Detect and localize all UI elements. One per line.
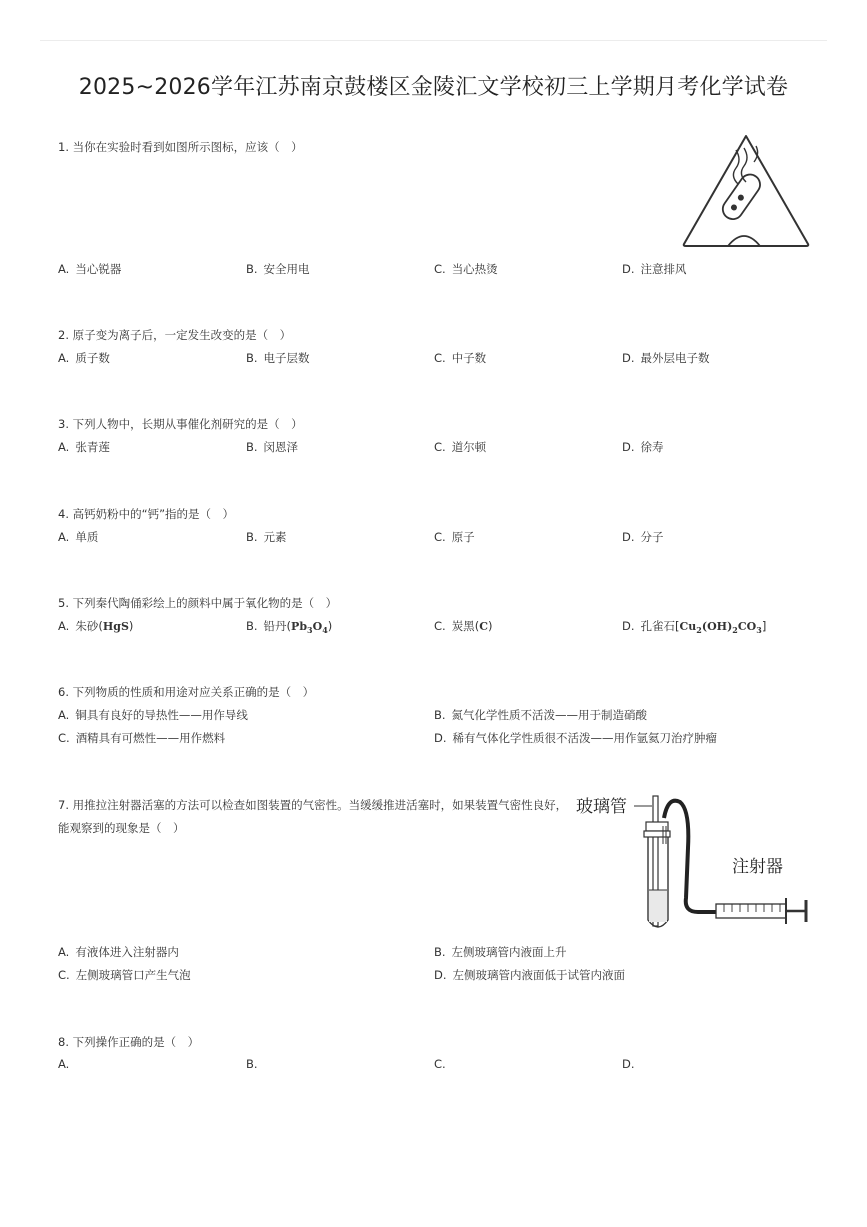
question-1-stem: 1. 当你在实验时看到如图所示图标，应该（ ） bbox=[58, 140, 303, 154]
question-2-stem: 2. 原子变为离子后，一定发生改变的是（ ） bbox=[58, 328, 292, 342]
question-8-option-c[interactable]: C. bbox=[434, 1057, 446, 1071]
question-2-option-d[interactable]: D. 最外层电子数 bbox=[622, 351, 710, 365]
question-8-option-b[interactable]: B. bbox=[246, 1057, 258, 1071]
question-5-stem: 5. 下列秦代陶俑彩绘上的颜料中属于氧化物的是（ ） bbox=[58, 596, 338, 610]
question-2-option-a[interactable]: A. 质子数 bbox=[58, 351, 110, 365]
question-7-stem-line-1: 7. 用推拉注射器活塞的方法可以检查如图装置的气密性。当缓缓推进活塞时，如果装置气密性良好， bbox=[58, 798, 568, 812]
question-7-option-d[interactable]: D. 左侧玻璃管内液面低于试管内液面 bbox=[434, 968, 626, 982]
question-6-option-d[interactable]: D. 稀有气体化学性质很不活泼——用作氩氦刀治疗肿瘤 bbox=[434, 731, 718, 745]
question-4-option-c[interactable]: C. 原子 bbox=[434, 530, 475, 544]
question-2-option-c[interactable]: C. 中子数 bbox=[434, 351, 487, 365]
question-1-option-a[interactable]: A. 当心锐器 bbox=[58, 262, 122, 276]
hot-test-tube-warning-icon bbox=[680, 132, 812, 254]
formula-hgs: HgS bbox=[102, 620, 129, 633]
formula-cu2oh2co3: $Cu_2(OH)_2CO_3$ bbox=[679, 620, 762, 636]
question-3-option-a[interactable]: A. 张青莲 bbox=[58, 440, 110, 454]
airtightness-apparatus-figure bbox=[572, 788, 816, 940]
question-7-option-c[interactable]: C. 左侧玻璃管口产生气泡 bbox=[58, 968, 191, 982]
question-5-option-c[interactable]: C. 炭黑(C) bbox=[434, 619, 493, 633]
question-5-option-d[interactable]: D. 孔雀石$[Cu_2(OH)_2CO_3]$ bbox=[622, 619, 767, 636]
question-6-stem: 6. 下列物质的性质和用途对应关系正确的是（ ） bbox=[58, 685, 315, 699]
question-2-option-b[interactable]: B. 电子层数 bbox=[246, 351, 310, 365]
question-7-option-a[interactable]: A. 有液体进入注射器内 bbox=[58, 945, 179, 959]
question-6-option-b[interactable]: B. 氮气化学性质不活泼——用于制造硝酸 bbox=[434, 708, 648, 722]
formula-pb3o4: $Pb_3O_4$ bbox=[291, 620, 328, 636]
question-4-option-b[interactable]: B. 元素 bbox=[246, 530, 287, 544]
formula-c: C bbox=[479, 620, 488, 633]
question-6-option-c[interactable]: C. 酒精具有可燃性——用作燃料 bbox=[58, 731, 226, 745]
question-3-option-b[interactable]: B. 闵恩泽 bbox=[246, 440, 299, 454]
question-4-option-d[interactable]: D. 分子 bbox=[622, 530, 664, 544]
header-divider bbox=[40, 40, 827, 41]
question-5-option-b[interactable]: B. 铅丹$(Pb_3O_4)$ bbox=[246, 619, 333, 636]
question-8-stem: 8. 下列操作正确的是（ ） bbox=[58, 1035, 200, 1049]
question-1-option-c[interactable]: C. 当心热烫 bbox=[434, 262, 498, 276]
question-5-option-a[interactable]: A. 朱砂(HgS) bbox=[58, 619, 134, 633]
question-1-option-b[interactable]: B. 安全用电 bbox=[246, 262, 310, 276]
question-3-option-d[interactable]: D. 徐寿 bbox=[622, 440, 664, 454]
question-4-option-a[interactable]: A. 单质 bbox=[58, 530, 99, 544]
question-1-option-d[interactable]: D. 注意排风 bbox=[622, 262, 687, 276]
page-title: 2025~2026学年江苏南京鼓楼区金陵汇文学校初三上学期月考化学试卷 bbox=[78, 75, 789, 100]
question-8-option-d[interactable]: D. bbox=[622, 1057, 635, 1071]
question-4-stem: 4. 高钙奶粉中的“钙”指的是（ ） bbox=[58, 507, 235, 521]
question-7-stem-line-2: 能观察到的现象是（ ） bbox=[58, 821, 185, 835]
question-8-option-a[interactable]: A. bbox=[58, 1057, 70, 1071]
glass-tube-label: 玻璃管 bbox=[576, 797, 627, 817]
question-3-stem: 3. 下列人物中，长期从事催化剂研究的是（ ） bbox=[58, 417, 303, 431]
question-6-option-a[interactable]: A. 铜具有良好的导热性——用作导线 bbox=[58, 708, 248, 722]
syringe-label: 注射器 bbox=[732, 857, 783, 877]
question-7-option-b[interactable]: B. 左侧玻璃管内液面上升 bbox=[434, 945, 567, 959]
question-3-option-c[interactable]: C. 道尔顿 bbox=[434, 440, 487, 454]
